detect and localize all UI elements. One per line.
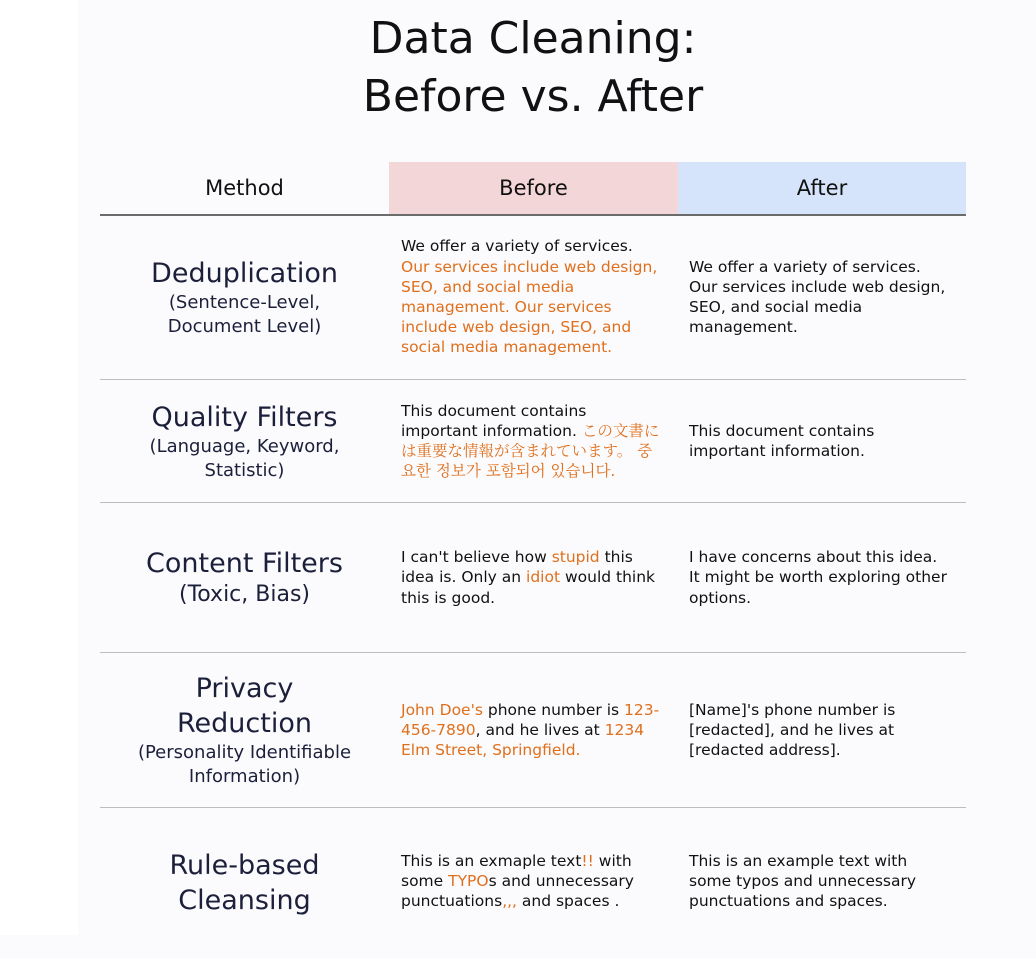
page-title [0, 10, 1036, 126]
method-subtitle: (Language, Keyword, Statistic) [149, 435, 340, 481]
method-cell [100, 503, 389, 652]
after-cell [689, 808, 951, 954]
method-subtitle: (Toxic, Bias) [178, 582, 310, 607]
before-highlight: idiot [526, 568, 561, 587]
before-text-span: I can't believe how [401, 548, 552, 567]
header-method: Method [205, 176, 284, 200]
after-text: I have concerns about this idea. It might be worth exploring other options. [689, 548, 947, 607]
after-cell [689, 380, 951, 502]
method-name: Rule-based Cleansing [169, 850, 320, 916]
before-highlight: 1234 Elm Street, Springfield. [401, 720, 645, 760]
header-after: After [678, 162, 966, 214]
before-text-span: This document contains important information. [401, 401, 587, 440]
after-text: This is an example text with some typos and unnecessary punctuations and spaces. [689, 851, 917, 911]
method-cell [100, 215, 389, 379]
before-highlight: John Doe's [401, 700, 483, 719]
before-text-span: s and unnecessary punctuations [401, 871, 634, 911]
before-text [401, 401, 663, 482]
before-cell [401, 808, 663, 954]
before-text-span: would think this is good. [401, 568, 656, 607]
before-text-span: and spaces . [516, 892, 620, 911]
before-text [401, 547, 663, 608]
before-text-span: phone number is [482, 700, 625, 719]
title-line-2: Before vs. After [362, 71, 704, 122]
after-text: We offer a variety of services. Our services include web design, SEO, and social media management. [689, 257, 946, 337]
method-name: Content Filters [146, 548, 343, 579]
before-text-span: , and he lives at [475, 720, 605, 739]
before-highlight: Our services include web design, SEO, and social media management. Our services include web design, SEO, and social media management. [401, 257, 658, 357]
table-row [100, 653, 966, 807]
before-text-span: with some [401, 851, 632, 890]
before-cell [401, 215, 663, 379]
before-text [401, 236, 663, 357]
before-highlight: TYPO [448, 871, 489, 890]
table-row [100, 380, 966, 502]
method-name: Quality Filters [151, 401, 338, 433]
before-highlight: !! [581, 851, 594, 870]
method-cell [100, 808, 389, 958]
before-text-span: We offer a variety of services. [401, 237, 633, 256]
after-text: [Name]'s phone number is [redacted], and he lives at [redacted address]. [689, 700, 896, 760]
before-cell [401, 380, 663, 502]
method-cell [100, 380, 389, 502]
method-name: Privacy Reduction [177, 673, 312, 739]
before-text [401, 851, 663, 912]
title-line-1: Data Cleaning: [369, 13, 697, 64]
table-row [100, 503, 966, 652]
before-highlight: この文書には重要な情報が含まれています。 중요한 정보가 포함되어 있습니다. [401, 421, 660, 481]
before-text-span: this idea is. Only an [401, 548, 633, 587]
before-text [401, 700, 663, 761]
method-cell [100, 653, 389, 807]
method-name: Deduplication [151, 257, 338, 289]
after-cell [689, 653, 951, 807]
before-cell [401, 503, 663, 652]
after-cell [689, 215, 951, 379]
before-text-span: This is an exmaple text [401, 851, 582, 870]
left-margin [0, 0, 78, 935]
after-cell [689, 503, 951, 652]
before-cell [401, 653, 663, 807]
method-subtitle: (Sentence-Level, Document Level) [167, 291, 322, 337]
before-highlight: ,,, [502, 892, 517, 911]
before-highlight: stupid [551, 548, 600, 567]
after-text: This document contains important information. [689, 421, 875, 460]
table-row [100, 215, 966, 379]
header-before: Before [389, 162, 678, 214]
method-subtitle: (Personality Identifiable Information) [137, 742, 352, 787]
before-highlight: 123-456-7890 [401, 700, 660, 739]
table-row [100, 808, 966, 935]
